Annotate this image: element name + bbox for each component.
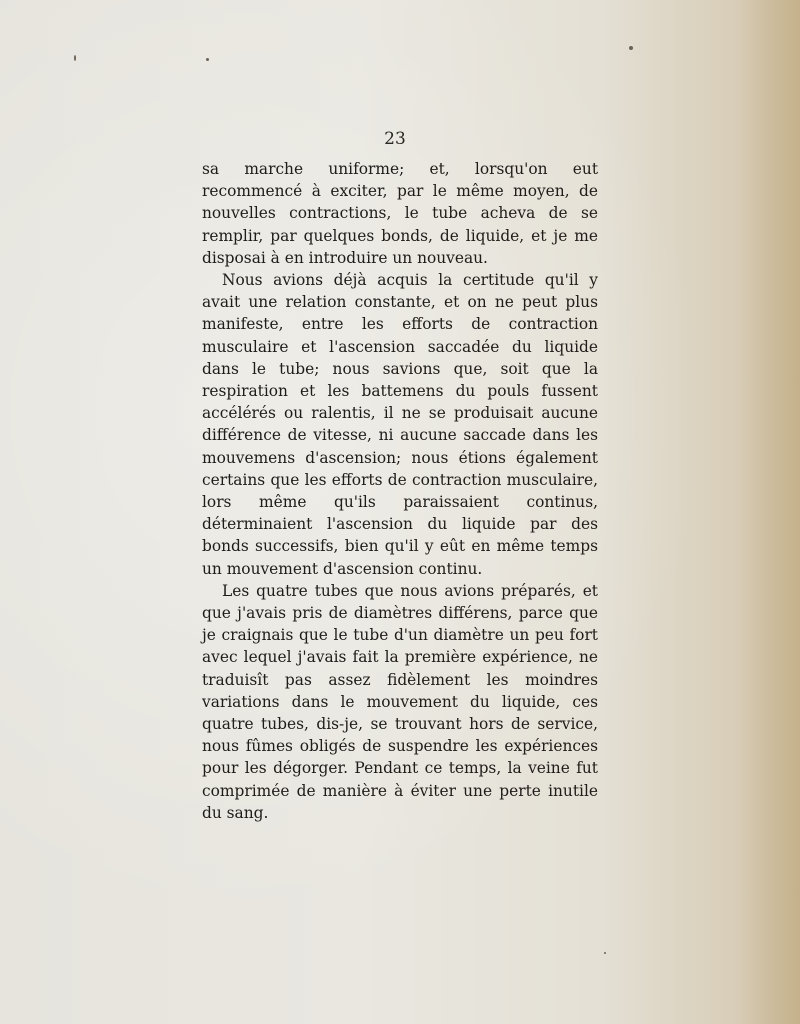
page-number: 23 [384,129,406,149]
paper-speck [629,46,633,50]
paragraph-continuation: sa marche uniforme; et, lorsqu'on eut recommencé à exciter, par le même moyen, de nouvelles contractions, le tube acheva de se remplir, par quelques bonds, de liquide, et je me disposai à en introduire un nouveau. [202,160,598,267]
paper-speck [74,55,76,61]
paper-speck [206,58,209,61]
paragraph-certitude: Nous avions déjà acquis la certitude qu'il y avait une relation constante, et on ne peut plus manifeste, entre les efforts de contraction musculaire et l'ascension saccadée du liquide dans le tube; nous savions que, soit que la respiration et les battemens du pouls fussent accélérés ou ralentis, il ne se produisait aucune différence de vitesse, ni aucune saccade dans les mouvemens d'ascension; nous étions également certains que les efforts de contraction musculaire, lors même qu'ils paraissaient continus, déterminaient l'ascension du liquide par des bonds successifs, bien qu'il y eût en même temps un mouvement d'ascension continu. [202,271,598,578]
paper-speck [604,952,606,954]
body-text [202,158,598,824]
paragraph-quatre-tubes: Les quatre tubes que nous avions préparés, et que j'avais pris de diamètres différens, parce que je craignais que le tube d'un diamètre un peu fort avec lequel j'avais fait la première expérience, ne traduisît pas assez fidèlement les moindres variations dans le mouvement du liquide, ces quatre tubes, dis-je, se trouvant hors de service, nous fûmes obligés de suspendre les expériences pour les dégorger. Pendant ce temps, la veine fut comprimée de manière à éviter une perte inutile du sang. [202,581,598,822]
